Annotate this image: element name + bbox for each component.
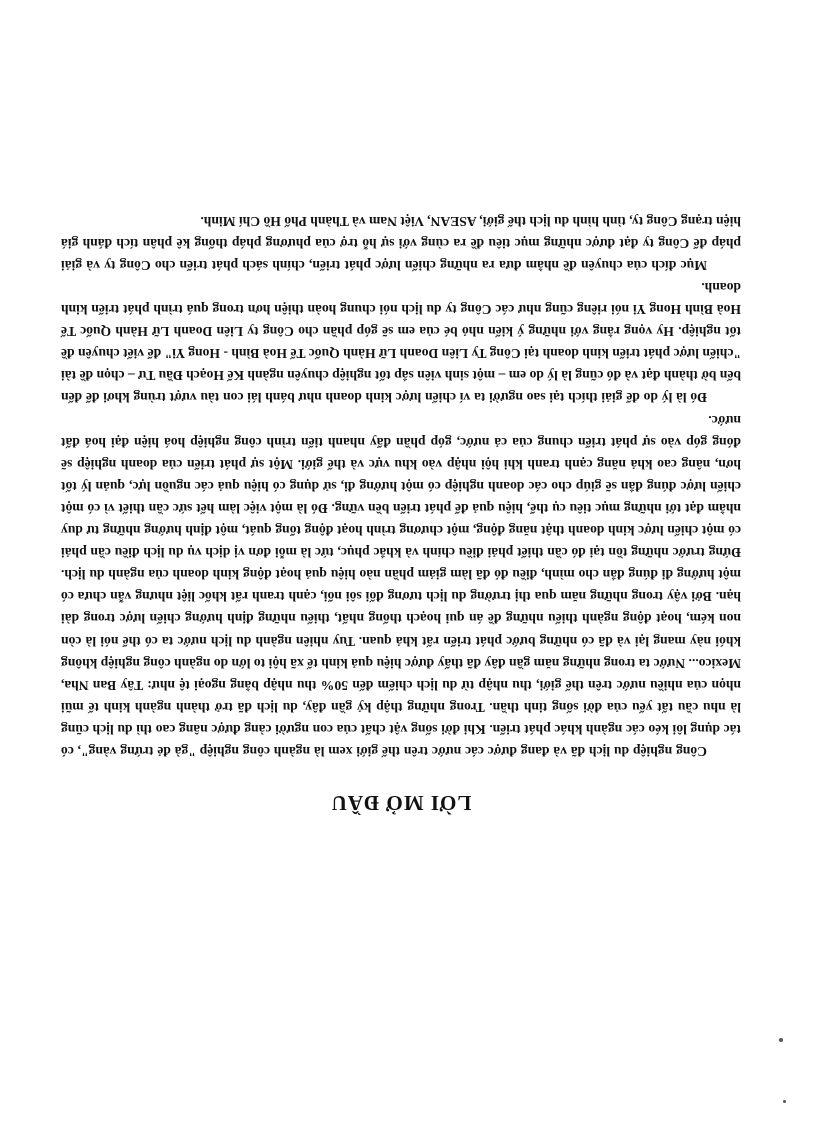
paragraph-3: Mục đích của chuyên đề nhằm đưa ra những chiến lược phát triển, chính sách phát triển cho Công ty và giải pháp để Công ty đạt được những mục tiêu đề ra cùng với sự hỗ trợ của phương pháp thống kê phân tích đánh giá hiện trạng Công ty, tình hình du lịch thế giới, ASEAN, Việt Nam và Thành Phố Hồ Chí Minh.: [61, 213, 741, 273]
page-content: [61, 210, 741, 815]
paragraph-1: Công nghiệp du lịch đã và đang được các nước trên thế giới xem là ngành công nghiệp "gà đẻ trứng vàng", có tác dụng lôi kéo các ngành khác phát triển. Khi đời sống vật chất của con người càng được nâng cao thì du lịch cũng là nhu cầu tất yếu của đời sống tinh thần. Trong những thập kỷ gần đây, du lịch đã trở thành ngành kinh tế mũi nhọn của nhiều nước trên thế giới, thu nhập từ du lịch chiếm đến 50% thu nhập bằng ngoại tệ như: Tây Ban Nha, Mexico... Nước ta trong những năm gần đây đã thấy được hiệu quả kinh tế xã hội to lớn do ngành công nghiệp không khói này mang lại và đã có những bước phát triển rất khả quan. Tuy nhiên ngành du lịch nước ta có thể nói là còn non kém, hoạt động ngành thiếu những đề án qui hoạch thống nhất, thiếu những định hướng chiến lược trong dài hạn. Bởi vậy trong những năm qua thị trường du lịch tương đối sôi nổi, cạnh tranh rất khốc liệt nhưng vẫn chưa có một hướng đi đúng đắn cho mình, điều đó đã làm giảm phần nào hiệu quả hoạt động kinh doanh của ngành du lịch. Đứng trước những tồn tại đó cần thiết phải điều chỉnh và khắc phục, tức là mỗi đơn vị dịch vụ du lịch điều cần phải có một chiến lược kinh doanh thật năng động, một chương trình hoạt động tổng quát, một định hướng những tư duy nhằm đạt tới những mục tiêu cụ thể, hiệu quả để phát triển bền vững. Đó là một việc làm hết sức cần thiết vì có một chiến lược đúng đắn sẽ giúp cho các doanh nghiệp có một hướng đi, sử dụng có hiệu quả các nguồn lực, quản lý tốt hơn, nâng cao khả năng cạnh tranh khi hội nhập vào khu vực và thế giới. Một sự phát triển của doanh nghiệp sẽ đóng góp vào sự phát triển chung của cả nước, góp phần đẩy nhanh tiến trình công nghiệp hoá hiện đại hoá đất nước.: [61, 412, 741, 759]
scan-speck: [779, 1038, 783, 1042]
paragraph-2: Đó là lý do để giải thích tại sao người ta ví chiến lược kinh doanh như bánh lái con tàu vượt trùng khơi để đến bến bờ thành đạt và đó cũng là lý do em – một sinh viên sắp tốt nghiệp chuyên ngành Kế Hoạch Đầu Tư – chọn đề tài "chiến lược phát triển kinh doanh tại Công Ty Liên Doanh Lữ Hành Quốc Tế Hoà Bình - Hong Yi" để viết chuyên đề tốt nghiệp. Hy vọng rằng với những ý kiến nhỏ bé của em sẽ góp phần cho Công ty Liên Doanh Lữ Hành Quốc Tế Hoà Bình Hong Yi nói riêng cũng như các Công ty du lịch nói chung hoàn thiện hơn trong quá trình phát triển kinh doanh.: [61, 280, 741, 406]
page-title: LỜI MỞ ĐẦU: [330, 791, 472, 815]
scan-speck: [783, 1100, 786, 1103]
